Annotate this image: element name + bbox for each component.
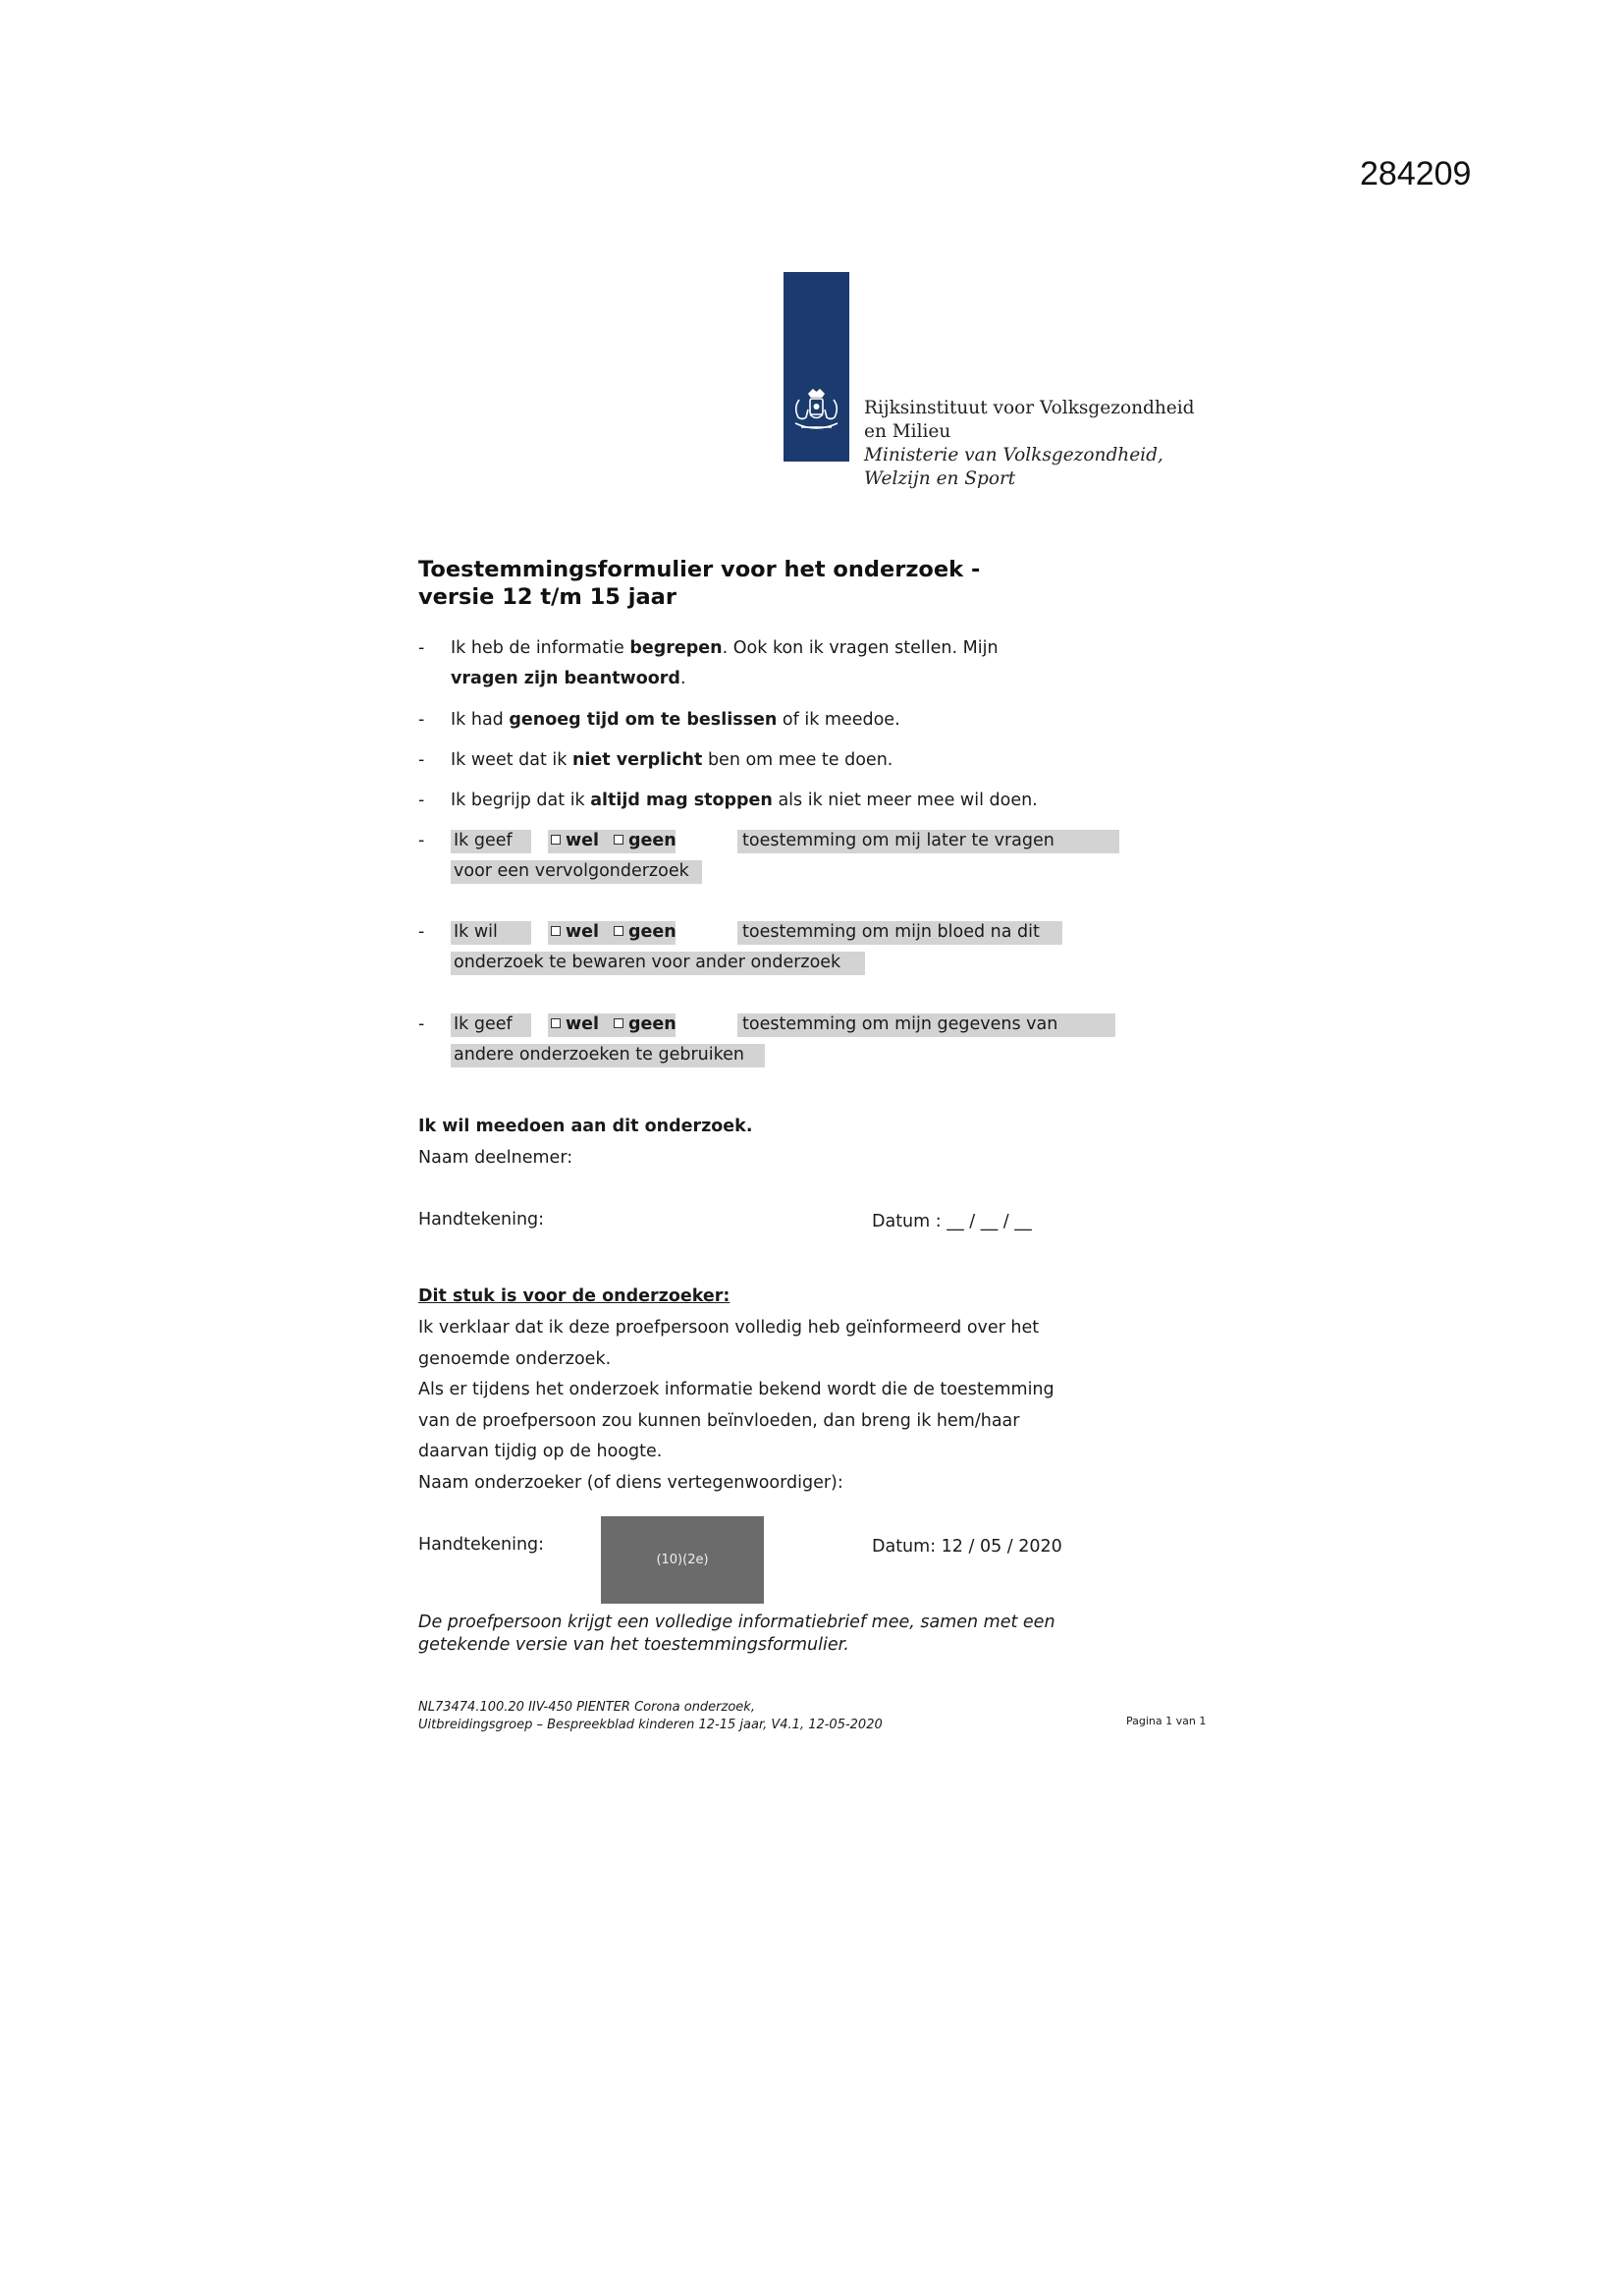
statement-text: . Ook kon ik vragen stellen. Mijn	[722, 638, 999, 658]
bullet-dash: -	[418, 791, 425, 810]
researcher-date: Datum: 12 / 05 / 2020	[872, 1537, 1062, 1557]
researcher-line: Naam onderzoeker (of diens vertegenwoordiger):	[418, 1472, 843, 1493]
option-prefix: Ik geef	[454, 1014, 513, 1034]
statement-emphasis: niet verplicht	[571, 750, 703, 770]
option-text: toestemming om mijn bloed na dit	[742, 922, 1040, 942]
statement-emphasis: genoeg tijd om te beslissen	[509, 710, 778, 730]
researcher-line: Ik verklaar dat ik deze proefpersoon volledig heb geïnformeerd over het	[418, 1318, 1040, 1338]
logo-bar	[784, 272, 849, 462]
note-line: getekende versie van het toestemmingsformulier.	[418, 1635, 849, 1655]
participant-name-label: Naam deelnemer:	[418, 1148, 573, 1168]
researcher-line: van de proefpersoon zou kunnen beïnvloeden, dan breng ik hem/haar	[418, 1410, 1020, 1431]
statement-text: als ik niet meer mee wil doen.	[772, 791, 1038, 810]
statement-text: Ik heb de informatie	[451, 638, 630, 658]
option-prefix: Ik geef	[454, 831, 513, 850]
participant-heading: Ik wil meedoen aan dit onderzoek.	[418, 1117, 753, 1136]
researcher-paragraph	[418, 1313, 1106, 1500]
statement-emphasis: altijd mag stoppen	[590, 791, 773, 810]
bullet-dash: -	[418, 638, 425, 658]
statement-text: Ik begrijp dat ik	[451, 791, 591, 810]
wel-checkbox[interactable]: wel	[551, 1010, 599, 1040]
statement-emphasis: begrepen	[629, 638, 723, 658]
wel-checkbox[interactable]: wel	[551, 826, 599, 856]
statement-text: .	[679, 669, 686, 688]
statement-emphasis: vragen zijn beantwoord	[451, 669, 680, 688]
title-line-2: versie 12 t/m 15 jaar	[418, 584, 676, 610]
option-text: toestemming om mijn gegevens van	[742, 1014, 1058, 1034]
redacted-signature: (10)(2e)	[601, 1516, 764, 1604]
bullet-dash: -	[418, 831, 425, 850]
bullet-dash: -	[418, 922, 425, 942]
statement-text: ben om mee te doen.	[702, 750, 893, 770]
geen-checkbox[interactable]: geen	[614, 1010, 676, 1040]
closing-note	[418, 1612, 1125, 1657]
consent-option-data	[418, 1010, 1106, 1072]
statement-text: Ik weet dat ik	[451, 750, 572, 770]
statement-text: of ik meedoe.	[777, 710, 900, 730]
researcher-heading: Dit stuk is voor de onderzoeker:	[418, 1286, 730, 1306]
title-line-1: Toestemmingsformulier voor het onderzoek -	[418, 557, 981, 582]
logo-line-3: Ministerie van Volksgezondheid,	[864, 445, 1163, 465]
researcher-line: Als er tijdens het onderzoek informatie bekend wordt die de toestemming	[418, 1380, 1055, 1400]
participant-date-field[interactable]: Datum : __ / __ / __	[872, 1212, 1032, 1231]
researcher-line: genoemde onderzoek.	[418, 1348, 612, 1369]
document-number: 284209	[1360, 155, 1472, 192]
page-number: Pagina 1 van 1	[1126, 1715, 1207, 1727]
wel-checkbox[interactable]: wel	[551, 917, 599, 948]
option-text-line2: andere onderzoeken te gebruiken	[454, 1045, 744, 1065]
footer	[418, 1699, 968, 1734]
note-line: De proefpersoon krijgt een volledige informatiebrief mee, samen met een	[418, 1613, 1055, 1632]
logo-line-4: Welzijn en Sport	[864, 468, 1016, 489]
researcher-line: daarvan tijdig op de hoogte.	[418, 1442, 663, 1462]
option-prefix: Ik wil	[454, 922, 498, 942]
researcher-signature-label: Handtekening:	[418, 1535, 545, 1555]
option-text-line2: onderzoek te bewaren voor ander onderzoek	[454, 953, 841, 972]
bullet-dash: -	[418, 750, 425, 770]
consent-option-blood	[418, 917, 1106, 980]
logo-text	[864, 397, 1194, 491]
page-title	[418, 556, 980, 611]
bullet-dash: -	[418, 710, 425, 730]
option-text: toestemming om mij later te vragen	[742, 831, 1055, 850]
coat-of-arms-icon	[789, 388, 843, 439]
geen-checkbox[interactable]: geen	[614, 826, 676, 856]
bullet-dash: -	[418, 1014, 425, 1034]
option-text-line2: voor een vervolgonderzoek	[454, 861, 689, 881]
geen-checkbox[interactable]: geen	[614, 917, 676, 948]
logo-line-2: en Milieu	[864, 421, 951, 442]
footer-line: Uitbreidingsgroep – Bespreekblad kinderen 12-15 jaar, V4.1, 12-05-2020	[418, 1718, 883, 1732]
consent-option-followup	[418, 826, 1106, 889]
participant-signature-label: Handtekening:	[418, 1210, 545, 1230]
logo-line-1: Rijksinstituut voor Volksgezondheid	[864, 398, 1195, 418]
statement-text: Ik had	[451, 710, 510, 730]
footer-line: NL73474.100.20 IIV-450 PIENTER Corona onderzoek,	[418, 1700, 755, 1715]
